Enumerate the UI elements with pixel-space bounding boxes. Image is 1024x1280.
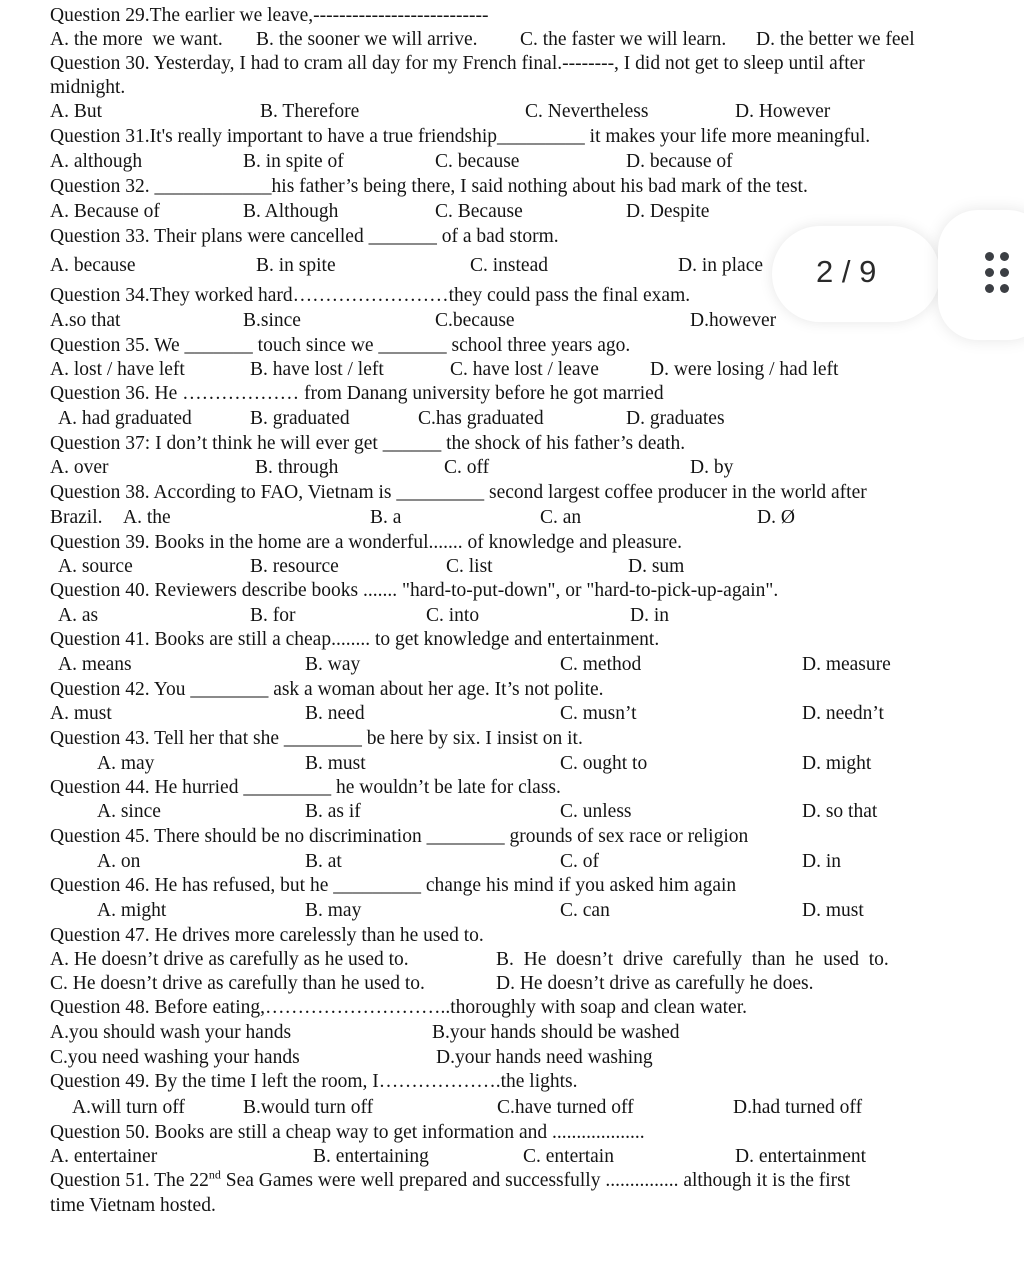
question-49-stem: Question 49. By the time I left the room, I……………….the lights. bbox=[50, 1071, 578, 1092]
question-37-option-c: C. off bbox=[444, 457, 490, 478]
question-48-stem: Question 48. Before eating,………………………..thoroughly with soap and clean water. bbox=[50, 997, 747, 1018]
question-30-option-c: C. Nevertheless bbox=[525, 101, 649, 122]
question-31-stem: Question 31.It's really important to have a true friendship_________ it makes your life more meaningful. bbox=[50, 126, 871, 147]
question-48-option-c: C.you need washing your hands bbox=[50, 1047, 300, 1068]
question-46-option-d: D. must bbox=[802, 900, 864, 921]
question-33-option-c: C. instead bbox=[470, 255, 548, 276]
question-38-option-c: C. an bbox=[540, 507, 582, 528]
question-36-option-a: A. had graduated bbox=[58, 408, 192, 429]
question-37-option-b: B. through bbox=[255, 457, 339, 478]
page-indicator: 2 / 9 bbox=[816, 254, 877, 289]
question-42-option-d: D. needn’t bbox=[802, 703, 884, 724]
question-40-option-b: B. for bbox=[250, 605, 296, 626]
question-50-option-b: B. entertaining bbox=[313, 1146, 429, 1167]
question-51-stem-start: Question 51. The 22 bbox=[50, 1170, 209, 1191]
question-38-prefix: Brazil. bbox=[50, 507, 103, 528]
question-40-stem: Question 40. Reviewers describe books ....... "hard-to-put-down", or "hard-to-pick-up-again". bbox=[50, 580, 779, 601]
question-41-option-d: D. measure bbox=[802, 654, 891, 675]
question-32-option-a: A. Because of bbox=[50, 201, 160, 222]
question-34-option-b: B.since bbox=[243, 310, 301, 331]
question-32-option-d: D. Despite bbox=[626, 201, 710, 222]
question-30-option-a: A. But bbox=[50, 101, 103, 122]
question-48-option-b: B.your hands should be washed bbox=[432, 1022, 680, 1043]
question-43-option-b: B. must bbox=[305, 753, 366, 774]
question-42-option-a: A. must bbox=[50, 703, 112, 724]
question-51-stem-end: Sea Games were well prepared and successfully ............... although it is the first bbox=[220, 1170, 851, 1191]
question-35-option-a: A. lost / have left bbox=[50, 359, 185, 380]
question-41-option-b: B. way bbox=[305, 654, 361, 675]
question-43-stem: Question 43. Tell her that she ________ be here by six. I insist on it. bbox=[50, 728, 583, 749]
question-29-stem: Question 29.The earlier we leave,--------------------------- bbox=[50, 5, 489, 26]
question-32-option-c: C. Because bbox=[435, 201, 523, 222]
question-49-option-a: A.will turn off bbox=[72, 1097, 185, 1118]
question-39-option-b: B. resource bbox=[250, 556, 339, 577]
question-47-option-c: C. He doesn’t drive as carefully than he used to. bbox=[50, 973, 425, 994]
question-50-stem: Question 50. Books are still a cheap way to get information and ................... bbox=[50, 1122, 645, 1143]
question-45-option-a: A. on bbox=[97, 851, 141, 872]
question-48-option-a: A.you should wash your hands bbox=[50, 1022, 292, 1043]
question-29-option-c: C. the faster we will learn. bbox=[520, 29, 727, 50]
question-36-option-d: D. graduates bbox=[626, 408, 725, 429]
question-45-option-c: C. of bbox=[560, 851, 599, 872]
question-45-option-b: B. at bbox=[305, 851, 342, 872]
question-29-option-b: B. the sooner we will arrive. bbox=[256, 29, 478, 50]
question-40-option-c: C. into bbox=[426, 605, 480, 626]
question-47-option-d: D. He doesn’t drive as carefully he does. bbox=[496, 973, 814, 994]
question-42-option-c: C. musn’t bbox=[560, 703, 637, 724]
question-29-option-d: D. the better we feel bbox=[756, 29, 915, 50]
question-34-option-a: A.so that bbox=[50, 310, 121, 331]
question-44-option-a: A. since bbox=[97, 801, 161, 822]
question-36-option-b: B. graduated bbox=[250, 408, 350, 429]
question-40-option-a: A. as bbox=[58, 605, 99, 626]
question-36-stem: Question 36. He ……………… from Danang university before he got married bbox=[50, 383, 664, 404]
question-49-option-c: C.have turned off bbox=[497, 1097, 634, 1118]
question-39-option-a: A. source bbox=[58, 556, 133, 577]
question-51-stem bbox=[50, 1169, 850, 1193]
question-31-option-c: C. because bbox=[435, 151, 520, 172]
question-38-stem: Question 38. According to FAO, Vietnam is _________ second largest coffee producer in the world after bbox=[50, 482, 867, 503]
question-30-stem-cont: midnight. bbox=[50, 77, 126, 98]
question-30-option-d: D. However bbox=[735, 101, 831, 122]
question-30-option-b: B. Therefore bbox=[260, 101, 360, 122]
question-33-option-d: D. in place bbox=[678, 255, 764, 276]
question-47-stem: Question 47. He drives more carelessly than he used to. bbox=[50, 925, 484, 946]
question-47-option-a: A. He doesn’t drive as carefully as he used to. bbox=[50, 949, 409, 970]
question-43-option-c: C. ought to bbox=[560, 753, 648, 774]
question-33-stem: Question 33. Their plans were cancelled _______ of a bad storm. bbox=[50, 226, 559, 247]
question-38-option-b: B. a bbox=[370, 507, 402, 528]
question-34-option-d: D.however bbox=[690, 310, 777, 331]
question-35-option-b: B. have lost / left bbox=[250, 359, 384, 380]
question-44-option-b: B. as if bbox=[305, 801, 361, 822]
question-41-stem: Question 41. Books are still a cheap........ to get knowledge and entertainment. bbox=[50, 629, 660, 650]
question-46-option-c: C. can bbox=[560, 900, 610, 921]
question-48-option-d: D.your hands need washing bbox=[436, 1047, 653, 1068]
question-30-stem: Question 30. Yesterday, I had to cram all day for my French final.--------, I did not get to sleep until after bbox=[50, 53, 865, 74]
question-35-option-c: C. have lost / leave bbox=[450, 359, 599, 380]
question-39-option-c: C. list bbox=[446, 556, 493, 577]
question-50-option-a: A. entertainer bbox=[50, 1146, 158, 1167]
question-34-stem: Question 34.They worked hard……………………they could pass the final exam. bbox=[50, 285, 691, 306]
question-41-option-a: A. means bbox=[58, 654, 132, 675]
more-dots-icon[interactable] bbox=[985, 252, 1019, 294]
question-31-option-d: D. because of bbox=[626, 151, 733, 172]
question-40-option-d: D. in bbox=[630, 605, 669, 626]
question-49-option-d: D.had turned off bbox=[733, 1097, 863, 1118]
question-35-stem: Question 35. We _______ touch since we _______ school three years ago. bbox=[50, 335, 631, 356]
question-42-stem: Question 42. You ________ ask a woman about her age. It’s not polite. bbox=[50, 679, 604, 700]
question-41-option-c: C. method bbox=[560, 654, 642, 675]
question-29-option-a: A. the more we want. bbox=[50, 29, 223, 50]
question-44-stem: Question 44. He hurried _________ he wouldn’t be late for class. bbox=[50, 777, 561, 798]
question-49-option-b: B.would turn off bbox=[243, 1097, 374, 1118]
question-38-option-a: A. the bbox=[123, 507, 171, 528]
question-38-option-d: D. Ø bbox=[757, 507, 795, 528]
question-31-option-b: B. in spite of bbox=[243, 151, 344, 172]
question-45-option-d: D. in bbox=[802, 851, 841, 872]
question-43-option-d: D. might bbox=[802, 753, 872, 774]
question-50-option-c: C. entertain bbox=[523, 1146, 614, 1167]
question-31-option-a: A. although bbox=[50, 151, 143, 172]
question-46-stem: Question 46. He has refused, but he _________ change his mind if you asked him again bbox=[50, 875, 737, 896]
question-32-option-b: B. Although bbox=[243, 201, 339, 222]
question-50-option-d: D. entertainment bbox=[735, 1146, 867, 1167]
question-44-option-c: C. unless bbox=[560, 801, 632, 822]
question-34-option-c: C.because bbox=[435, 310, 515, 331]
question-51-superscript: nd bbox=[208, 1167, 221, 1182]
question-45-stem: Question 45. There should be no discrimination ________ grounds of sex race or religion bbox=[50, 826, 749, 847]
question-37-option-d: D. by bbox=[690, 457, 734, 478]
question-42-option-b: B. need bbox=[305, 703, 365, 724]
question-32-stem: Question 32. ____________his father’s being there, I said nothing about his bad mark of the test. bbox=[50, 176, 808, 197]
question-46-option-a: A. might bbox=[97, 900, 167, 921]
question-39-stem: Question 39. Books in the home are a wonderful....... of knowledge and pleasure. bbox=[50, 532, 682, 553]
question-36-option-c: C.has graduated bbox=[418, 408, 544, 429]
question-37-stem: Question 37: I don’t think he will ever get ______ the shock of his father’s death. bbox=[50, 433, 686, 454]
question-46-option-b: B. may bbox=[305, 900, 362, 921]
question-35-option-d: D. were losing / had left bbox=[650, 359, 839, 380]
question-37-option-a: A. over bbox=[50, 457, 109, 478]
question-39-option-d: D. sum bbox=[628, 556, 685, 577]
question-33-option-b: B. in spite bbox=[256, 255, 336, 276]
question-33-option-a: A. because bbox=[50, 255, 136, 276]
question-51-stem-cont: time Vietnam hosted. bbox=[50, 1195, 216, 1216]
question-47-option-b: B. He doesn’t drive carefully than he used to. bbox=[496, 949, 889, 970]
question-43-option-a: A. may bbox=[97, 753, 155, 774]
question-44-option-d: D. so that bbox=[802, 801, 878, 822]
